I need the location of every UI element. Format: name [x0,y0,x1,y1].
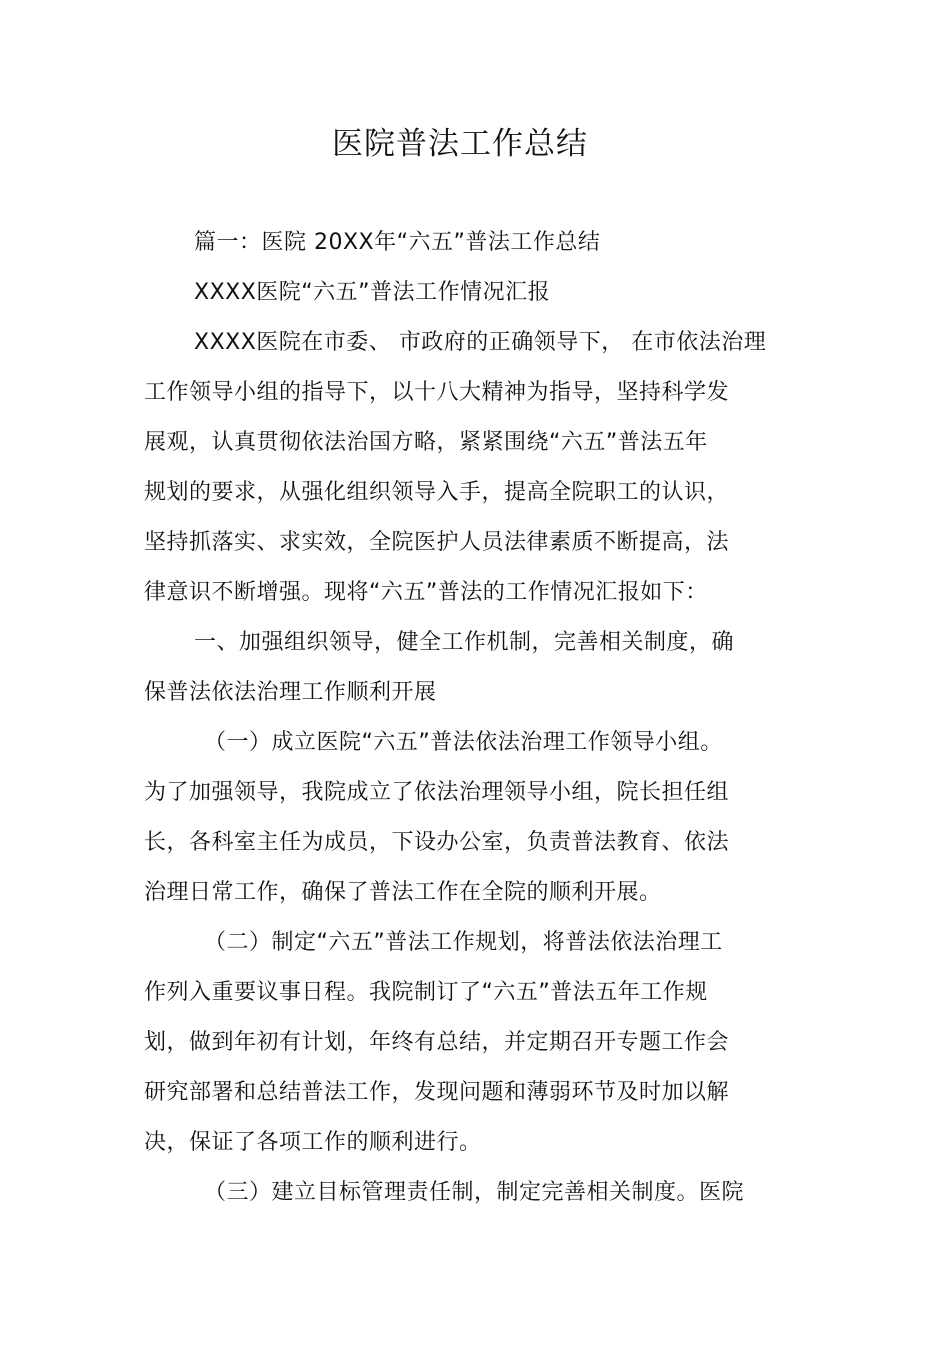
text-line: 律意识不断增强。现将“六五”普法的工作情况汇报如下： [144,580,708,605]
text-line: 坚持抓落实、求实效，全院医护人员法律素质不断提高，法 [144,530,730,555]
text-line: 治理日常工作，确保了普法工作在全院的顺利开展。 [144,880,662,905]
text-line: （三）建立目标管理责任制，制定完善相关制度。医院 [204,1180,745,1205]
text-line: 决，保证了各项工作的顺利进行。 [144,1130,482,1155]
text-line: XXXX医院在市委、 市政府的正确领导下， 在市依法治理 [194,330,767,355]
text-line: （一）成立医院“六五”普法依法治理工作领导小组。 [204,730,723,755]
text-line: 一、加强组织领导，健全工作机制，完善相关制度，确 [194,630,735,655]
text-line: 划，做到年初有计划，年终有总结，并定期召开专题工作会 [144,1030,730,1055]
text-line: 篇一：医院 20XX年“六五”普法工作总结 [194,230,601,255]
text-line: 为了加强领导，我院成立了依法治理领导小组，院长担任组 [144,780,730,805]
text-line: 规划的要求，从强化组织领导入手，提高全院职工的认识， [144,480,730,505]
text-line: 展观，认真贯彻依法治国方略，紧紧围绕“六五”普法五年 [144,430,708,455]
text-line: 长，各科室主任为成员，下设办公室，负责普法教育、依法 [144,830,730,855]
text-line: 作列入重要议事日程。我院制订了“六五”普法五年工作规 [144,980,708,1005]
text-line: （二）制定“六五”普法工作规划，将普法依法治理工 [204,930,723,955]
document-title: 医院普法工作总结 [332,126,588,162]
text-line: 保普法依法治理工作顺利开展 [144,680,437,705]
text-line: 工作领导小组的指导下，以十八大精神为指导，坚持科学发 [144,380,730,405]
text-line: XXXX医院“六五”普法工作情况汇报 [194,280,551,305]
text-line: 研究部署和总结普法工作，发现问题和薄弱环节及时加以解 [144,1080,730,1105]
